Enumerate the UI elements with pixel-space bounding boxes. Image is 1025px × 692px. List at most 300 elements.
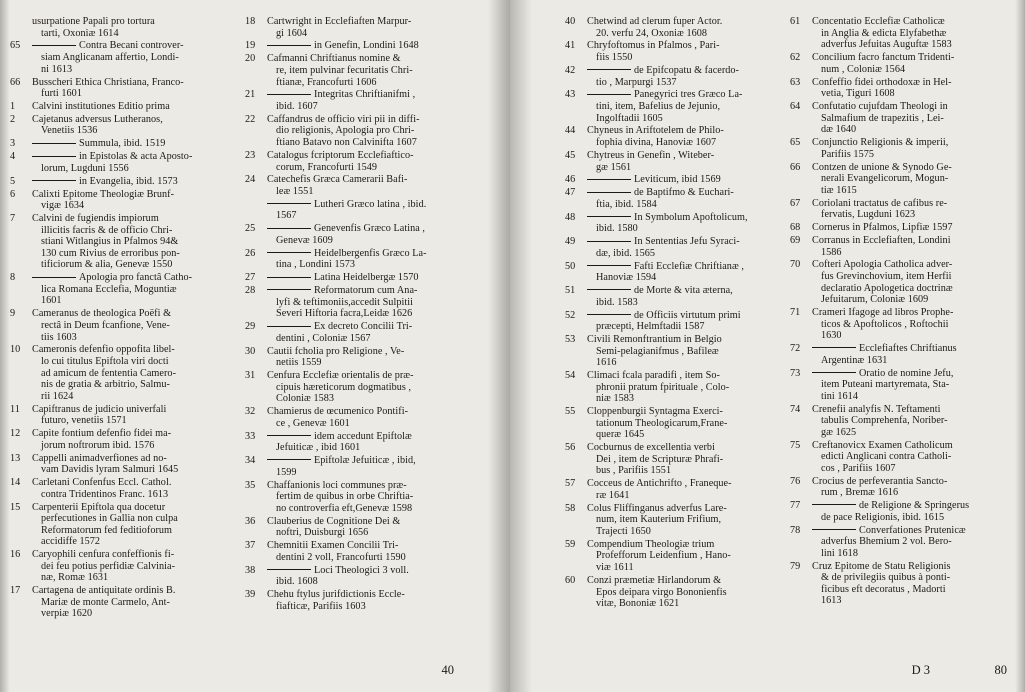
entry-text	[587, 261, 787, 284]
catalog-entry	[10, 77, 242, 100]
entry-line	[587, 575, 787, 587]
entry-line	[32, 513, 242, 525]
entry-line	[32, 344, 242, 356]
entry-text	[812, 525, 1015, 560]
entry-number: 47	[565, 187, 576, 199]
entry-text	[32, 453, 242, 476]
entry-line-text: Cameranus de theologica Poëfi &	[32, 308, 172, 320]
entry-line	[812, 584, 1015, 596]
entry-line	[32, 259, 242, 271]
entry-line-text: cos , Parifiis 1607	[821, 462, 896, 474]
catalog-entry	[790, 525, 1015, 560]
catalog-entry	[10, 585, 242, 620]
entry-line-text: viæ 1611	[596, 562, 634, 574]
entry-line	[32, 608, 242, 620]
entry-line	[267, 346, 487, 358]
entry-line	[812, 39, 1015, 51]
entry-line	[267, 223, 487, 235]
entry-line-text: num , Coloniæ 1564	[821, 63, 906, 75]
catalog-entry	[245, 150, 487, 173]
entry-line	[267, 53, 487, 65]
entry-line	[812, 222, 1015, 234]
entry-text	[587, 125, 787, 148]
ditto-dash	[812, 347, 856, 348]
entry-text	[267, 565, 487, 588]
entry-line	[587, 52, 787, 64]
entry-line	[267, 101, 487, 113]
entry-line-text: in Anglia & edicta Elyfabethæ	[821, 27, 947, 39]
entry-line-text: de Religione & Springerus	[859, 500, 970, 512]
entry-line-text: Apologia pro fanctâ Catho-	[79, 272, 193, 284]
entry-number: 13	[10, 452, 21, 464]
entry-line-text: verpiæ 1620	[41, 608, 93, 620]
catalog-entry	[565, 261, 787, 284]
entry-line	[267, 418, 487, 430]
entry-line	[587, 539, 787, 551]
entry-line	[812, 512, 1015, 524]
entry-line-text: Calvini de fugiendis impiorum	[32, 213, 159, 225]
catalog-entry	[10, 477, 242, 500]
catalog-entry	[565, 125, 787, 148]
catalog-entry	[245, 406, 487, 429]
entry-number: 58	[565, 502, 576, 514]
entry-line-text: tini 1614	[821, 390, 858, 402]
ditto-dash	[267, 228, 311, 229]
entry-line	[32, 248, 242, 260]
entry-line	[812, 209, 1015, 221]
entry-text	[587, 406, 787, 441]
entry-line	[267, 442, 487, 454]
entry-line	[812, 137, 1015, 149]
entry-line-text: ræ 1641	[596, 489, 630, 501]
entry-line	[812, 198, 1015, 210]
entry-line-text: lini 1618	[821, 547, 858, 559]
entry-line	[587, 382, 787, 394]
entry-line-text: Lutheri Græco latina , ibid.	[314, 198, 427, 210]
catalog-entry	[245, 285, 487, 320]
entry-line-text: Calvini institutiones Editio prima	[32, 101, 170, 112]
entry-line-text: vitæ, Bononiæ 1621	[596, 598, 680, 610]
entry-line-text: Chehu ftylus jurifdictionis Eccle-	[267, 589, 405, 601]
entry-line-text: rectâ in Deum fcanfione, Vene-	[41, 319, 170, 331]
ditto-dash	[587, 94, 631, 95]
catalog-entry	[790, 77, 1015, 100]
entry-line-text: de Officiis virtutum primi	[634, 309, 741, 321]
entry-line-text: tationum Theologicarum,Frane-	[596, 417, 728, 429]
entry-line-text: fervatis, Lugduni 1623	[821, 209, 916, 221]
entry-number: 43	[565, 89, 576, 101]
entry-line-text: siam Anglicanam affertio, Londi-	[41, 52, 179, 64]
entry-line-text: Mariæ de monte Carmelo, Ant-	[41, 596, 171, 608]
entry-line	[587, 357, 787, 369]
catalog-entry	[245, 114, 487, 149]
entry-line-text: furti 1601	[41, 88, 82, 100]
entry-line-text: Chamierus de œcumenico Pontifi-	[267, 406, 409, 418]
entry-number: 61	[790, 16, 801, 27]
entry-text	[267, 540, 487, 563]
entry-line	[587, 40, 787, 52]
entry-line	[812, 368, 1015, 380]
entry-line-text: Ingolftadii 1605	[596, 112, 663, 124]
entry-line-text: Parifiis 1575	[821, 148, 875, 160]
entry-line	[587, 587, 787, 599]
entry-line	[267, 406, 487, 418]
entry-line	[587, 598, 787, 610]
entry-line	[267, 186, 487, 198]
entry-number: 11	[10, 403, 20, 415]
entry-line	[32, 272, 242, 284]
entry-text	[812, 235, 1015, 258]
entry-line-text: Oratio de nomine Jefu,	[859, 367, 954, 379]
entry-line-text: ce , Genevæ 1601	[276, 417, 350, 429]
entry-line	[812, 307, 1015, 319]
entry-number: 48	[565, 211, 576, 223]
entry-line-text: dæ 1640	[821, 124, 857, 136]
entry-line-text: Coloniæ 1583	[276, 393, 335, 405]
entry-line	[587, 150, 787, 162]
entry-line	[812, 271, 1015, 283]
entry-text	[267, 150, 487, 173]
entry-line-text: tiis 1603	[41, 331, 77, 343]
entry-line-text: stiani Witlangius in Pfalmos 94&	[41, 236, 179, 248]
catalog-entry	[245, 272, 487, 284]
entry-line-text: Ecclefiaftes Chriftianus	[859, 343, 957, 355]
entry-line	[812, 451, 1015, 463]
entry-line-text: fiis 1550	[596, 52, 633, 64]
entry-number: 42	[565, 64, 576, 76]
catalog-entry	[565, 89, 787, 124]
signature-mark: D 3	[911, 663, 930, 677]
entry-line-text: niæ 1583	[596, 393, 635, 405]
catalog-entry	[565, 575, 787, 610]
entry-line-text: 20. verfu 24, Oxoniæ 1608	[596, 27, 708, 39]
entry-line-text: Cartagena de antiquitate ordinis B.	[32, 585, 176, 597]
entry-line-text: & de privilegiis quibus à ponti-	[821, 572, 951, 584]
entry-line	[267, 540, 487, 552]
entry-line-text: fophia divina, Hanoviæ 1607	[596, 137, 717, 149]
entry-number: 76	[790, 475, 801, 487]
entry-text	[812, 77, 1015, 100]
entry-line	[812, 319, 1015, 331]
entry-line	[587, 526, 787, 538]
entry-line-text: Caffandrus de officio viri pii in diffi-	[267, 113, 420, 125]
entry-number: 45	[565, 149, 576, 161]
entry-text	[32, 189, 242, 212]
entry-number	[245, 199, 267, 222]
entry-line-text: num, item Kauterium Frifium,	[596, 514, 722, 526]
entry-line-text: 1630	[821, 330, 842, 342]
entry-line	[267, 89, 487, 101]
catalog-entry	[245, 455, 487, 478]
entry-line-text: Chyneus in Ariftotelem de Philo-	[587, 125, 724, 137]
entry-line-text: Cocburnus de excellentia verbi	[587, 442, 715, 454]
catalog-entry	[565, 236, 787, 259]
entry-text	[267, 16, 487, 39]
entry-line	[32, 356, 242, 368]
entry-line	[267, 308, 487, 320]
entry-line	[587, 562, 787, 574]
entry-number: 15	[10, 501, 21, 513]
entry-line	[32, 404, 242, 416]
entry-line	[32, 597, 242, 609]
catalog-entry	[245, 516, 487, 539]
entry-line	[587, 261, 787, 273]
entry-text	[32, 404, 242, 427]
entry-line-text: Semi-pelagianifmus , Bafileæ	[596, 345, 719, 357]
entry-number: 29	[245, 321, 256, 333]
entry-line	[812, 283, 1015, 295]
entry-line-text: Venetiis 1536	[41, 125, 98, 137]
entry-text	[587, 442, 787, 477]
entry-line-text: Summula, ibid. 1519	[79, 138, 166, 150]
entry-number: 38	[245, 564, 256, 576]
entry-line-text: in Evangelia, ibid. 1573	[79, 175, 178, 187]
entry-line-text: rii 1624	[41, 390, 74, 402]
entry-line	[267, 527, 487, 539]
entry-line	[587, 174, 787, 186]
entry-line-text: Converfationes Prutenicæ	[859, 524, 966, 536]
entry-line-text: netiis 1559	[276, 357, 322, 369]
entry-line-text: Catechefis Græca Camerarii Bafi-	[267, 174, 408, 186]
entry-line-text: Reformatorum fed feditioforum	[41, 524, 173, 536]
entry-line	[32, 225, 242, 237]
entry-line	[812, 259, 1015, 271]
catalog-entry	[10, 428, 242, 451]
entry-number: 34	[245, 455, 256, 467]
entry-number: 25	[245, 223, 256, 235]
entry-line	[812, 440, 1015, 452]
entry-line-text: Hanoviæ 1594	[596, 272, 657, 284]
entry-line	[587, 137, 787, 149]
entry-line-text: queræ 1645	[596, 429, 645, 441]
entry-line-text: 1613	[821, 595, 842, 607]
entry-line	[32, 236, 242, 248]
entry-line-text: Carletani Confenfus Eccl. Cathol.	[32, 477, 172, 489]
entry-text	[267, 346, 487, 369]
entry-line-text: 130 cum Rivius de erroribus pon-	[41, 247, 180, 259]
entry-line-text: ftianæ, Francofurti 1606	[276, 76, 377, 88]
catalog-entry	[10, 114, 242, 137]
entry-text	[587, 236, 787, 259]
entry-number: 12	[10, 428, 21, 440]
catalog-entry	[245, 431, 487, 454]
catalog-entry	[790, 137, 1015, 160]
entry-text	[587, 370, 787, 405]
catalog-entry	[10, 101, 242, 113]
entry-line	[587, 77, 787, 89]
entry-line-text: Cameronis defenfio oppofita libel-	[32, 344, 175, 356]
entry-line	[812, 235, 1015, 247]
entry-line	[812, 113, 1015, 125]
entry-line-text: in Epistolas & acta Aposto-	[79, 151, 193, 163]
entry-line-text: Leviticum, ibid 1569	[634, 174, 721, 186]
entry-text	[587, 310, 787, 333]
entry-line-text: Coriolani tractatus de cafibus re-	[812, 197, 948, 209]
entry-line-text: cipuis hæreticorum dogmatibus ,	[276, 381, 412, 393]
entry-line-text: re, item pulvinar fecuritatis Chri-	[276, 64, 413, 76]
entry-number: 7	[10, 213, 16, 225]
entry-number: 54	[565, 370, 576, 382]
entry-line	[587, 16, 787, 28]
entry-line	[32, 489, 242, 501]
entry-line	[267, 370, 487, 382]
entry-number: 49	[565, 236, 576, 248]
entry-text	[587, 334, 787, 369]
entry-line-text: Capiftranus de judicio univerfali	[32, 403, 167, 415]
catalog-entry	[790, 259, 1015, 305]
entry-line	[267, 431, 487, 443]
ditto-dash	[32, 143, 76, 144]
entry-text	[32, 477, 242, 500]
entry-line-text: Corranus in Ecclefiaften, Londini	[812, 234, 951, 246]
entry-text	[812, 222, 1015, 234]
entry-line	[32, 88, 242, 100]
entry-number: 62	[790, 52, 801, 64]
entry-text	[587, 16, 787, 39]
entry-text	[32, 16, 242, 39]
entry-line-text: dentini , Coloniæ 1567	[276, 332, 371, 344]
right-page	[510, 0, 1025, 692]
entry-line	[587, 285, 787, 297]
entry-text	[267, 199, 487, 222]
ditto-dash	[32, 156, 76, 157]
entry-line	[32, 125, 242, 137]
entry-line	[32, 138, 242, 150]
entry-text	[812, 137, 1015, 160]
entry-line-text: Carpenterii Epiftola qua docetur	[32, 501, 166, 513]
entry-line-text: tiæ 1615	[821, 184, 857, 196]
entry-text	[267, 248, 487, 271]
ditto-dash	[267, 289, 311, 290]
entry-line-text: idem accedunt Epiftolæ	[314, 430, 412, 442]
ditto-dash	[587, 216, 631, 217]
entry-line	[267, 248, 487, 260]
entry-line-text: næ, Romæ 1631	[41, 572, 109, 584]
entry-number: 77	[790, 500, 801, 512]
entry-line-text: fiafticæ, Parifiis 1603	[276, 600, 366, 612]
entry-line-text: Crenefii analyfis N. Teftamenti	[812, 403, 941, 415]
entry-number: 57	[565, 478, 576, 490]
ditto-dash	[267, 252, 311, 253]
entry-text	[267, 516, 487, 539]
entry-text	[267, 370, 487, 405]
catalog-entry	[10, 189, 242, 212]
entry-text	[32, 138, 242, 150]
entry-line	[32, 295, 242, 307]
entry-line	[32, 453, 242, 465]
entry-text	[812, 101, 1015, 136]
entry-text	[812, 404, 1015, 439]
entry-line-text: Integritas Chriftianifmi ,	[314, 89, 416, 101]
entry-line-text: Contzen de unione & Synodo Ge-	[812, 161, 952, 173]
entry-line-text: 1586	[821, 246, 842, 258]
entry-line-text: in Genefin, Londini 1648	[314, 40, 419, 52]
entry-text	[32, 151, 242, 174]
entry-number: 35	[245, 479, 256, 491]
entry-line	[267, 235, 487, 247]
entry-line	[587, 310, 787, 322]
entry-line	[32, 176, 242, 188]
entry-line-text: fus Grevinchovium, item Herfii	[821, 271, 952, 282]
catalog-entry	[565, 40, 787, 63]
entry-line-text: vetia, Tiguri 1608	[821, 88, 895, 100]
entry-line	[587, 125, 787, 137]
entry-number: 70	[790, 259, 801, 271]
entry-number: 63	[790, 76, 801, 88]
entry-line-text: Chryfoftomus in Pfalmos , Pari-	[587, 40, 720, 52]
entry-line-text: Cenfura Ecclefiæ orientalis de præ-	[267, 370, 414, 382]
entry-text	[267, 89, 487, 112]
ditto-dash	[267, 277, 311, 278]
entry-line-text: Chytreus in Genefin , Witeber-	[587, 149, 715, 161]
ditto-dash	[587, 265, 631, 266]
entry-line-text: no controverfia eft,Genevæ 1598	[276, 502, 413, 514]
entry-text	[267, 589, 487, 612]
entry-line-text: Dei , item de Scripturæ Phrafi-	[596, 453, 724, 465]
entry-line	[587, 503, 787, 515]
entry-line	[812, 379, 1015, 391]
entry-line-text: ad amicum de fententia Camero-	[41, 367, 177, 379]
entry-line	[32, 415, 242, 427]
entry-text	[32, 428, 242, 451]
entry-line	[267, 589, 487, 601]
left-page-column-2	[245, 16, 487, 614]
entry-number: 14	[10, 477, 21, 489]
entry-line	[32, 40, 242, 52]
entry-line	[32, 77, 242, 89]
entry-number: 72	[790, 343, 801, 355]
entry-number: 21	[245, 89, 256, 101]
entry-number: 33	[245, 430, 256, 442]
page-edge-shadow	[1015, 0, 1025, 692]
entry-text	[267, 285, 487, 320]
entry-text	[267, 321, 487, 344]
entry-line	[587, 28, 787, 40]
entry-line	[812, 330, 1015, 342]
entry-text	[267, 223, 487, 246]
entry-line-text: Chemnitii Examen Concilii Tri-	[267, 540, 399, 552]
catalog-entry	[565, 503, 787, 538]
entry-line	[267, 321, 487, 333]
entry-number: 55	[565, 406, 576, 418]
entry-line-text: Cartwright in Ecclefiaften Marpur-	[267, 16, 412, 27]
entry-line	[267, 114, 487, 126]
entry-line	[812, 64, 1015, 76]
entry-text	[587, 89, 787, 124]
entry-line-text: Profefforum Leidenfium , Hano-	[596, 550, 731, 562]
entry-text	[812, 440, 1015, 475]
catalog-entry	[790, 404, 1015, 439]
entry-line	[267, 491, 487, 503]
catalog-entry	[10, 272, 242, 307]
entry-text	[812, 16, 1015, 51]
entry-line-text: Jefuiticæ , ibid 1601	[276, 442, 361, 454]
entry-line	[267, 503, 487, 515]
entry-line-text: Reformatorum cum Ana-	[314, 285, 418, 297]
entry-line-text: ibid. 1607	[276, 101, 318, 112]
catalog-entry	[10, 138, 242, 150]
gutter-shadow	[510, 0, 532, 692]
right-page-column-2	[790, 16, 1015, 608]
entry-line	[32, 308, 242, 320]
entry-line	[32, 525, 242, 537]
entry-line-text: tio , Marpurgi 1537	[596, 76, 677, 88]
entry-line	[267, 137, 487, 149]
entry-line-text: nerali Evangelicorum, Mogun-	[821, 173, 949, 185]
entry-line	[32, 284, 242, 296]
entry-line-text: adverfus Bhemium 2 vol. Bero-	[821, 536, 952, 548]
ditto-dash	[267, 435, 311, 436]
